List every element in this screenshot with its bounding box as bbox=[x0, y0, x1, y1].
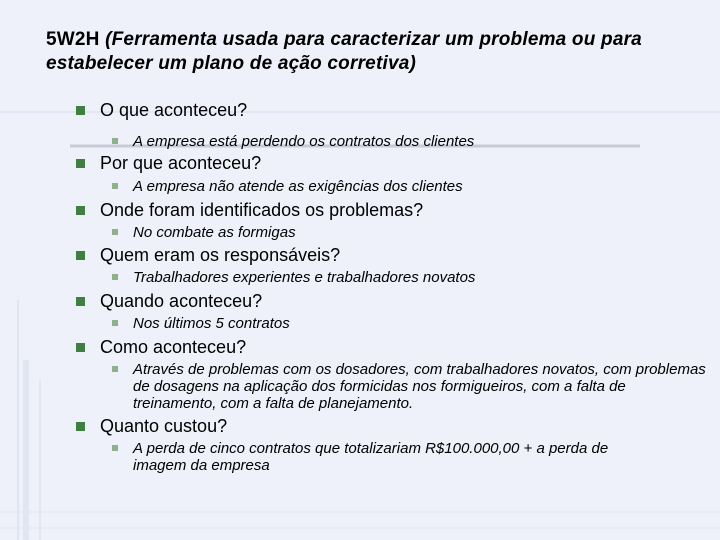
answer-text: A empresa não atende as exigências dos clientes bbox=[133, 178, 463, 195]
square-bullet-icon bbox=[112, 229, 118, 235]
answer-text: No combate as formigas bbox=[133, 224, 296, 241]
square-bullet-icon bbox=[112, 445, 118, 451]
answer-text: Através de problemas com os dosadores, com trabalhadores novatos, com problemas de dosagens na aplicação dos formicidas nos formigueiros, com a falta de treinamento, com a falta de planejamento. bbox=[133, 361, 706, 412]
title-subtitle: (Ferramenta usada para caracterizar um problema ou para estabelecer um plano de ação corretiva) bbox=[46, 29, 642, 74]
question-text: O que aconteceu? bbox=[100, 100, 248, 120]
square-bullet-icon bbox=[112, 183, 118, 189]
square-bullet-icon bbox=[76, 159, 85, 168]
square-bullet-icon bbox=[76, 206, 85, 215]
square-bullet-icon bbox=[76, 297, 85, 306]
answer-text: Nos últimos 5 contratos bbox=[133, 315, 290, 332]
question-text: Quem eram os responsáveis? bbox=[100, 245, 341, 265]
title-main: 5W2H bbox=[46, 29, 100, 50]
square-bullet-icon bbox=[76, 422, 85, 431]
square-bullet-icon bbox=[112, 274, 118, 280]
square-bullet-icon bbox=[76, 251, 85, 260]
square-bullet-icon bbox=[112, 320, 118, 326]
square-bullet-icon bbox=[76, 106, 85, 115]
question-text: Como aconteceu? bbox=[100, 337, 247, 357]
answer-text: Trabalhadores experientes e trabalhadores novatos bbox=[133, 269, 476, 286]
question-text: Onde foram identificados os problemas? bbox=[100, 200, 424, 220]
square-bullet-icon bbox=[76, 343, 85, 352]
answer-text: A perda de cinco contratos que totalizariam R$100.000,00 + a perda de imagem da empresa bbox=[133, 440, 609, 474]
answer-text: A empresa está perdendo os contratos dos clientes bbox=[133, 133, 475, 150]
question-text: Quanto custou? bbox=[100, 416, 228, 436]
question-text: Quando aconteceu? bbox=[100, 291, 263, 311]
slide-title bbox=[46, 28, 686, 76]
square-bullet-icon bbox=[112, 138, 118, 144]
question-text: Por que aconteceu? bbox=[100, 153, 262, 173]
square-bullet-icon bbox=[112, 366, 118, 372]
